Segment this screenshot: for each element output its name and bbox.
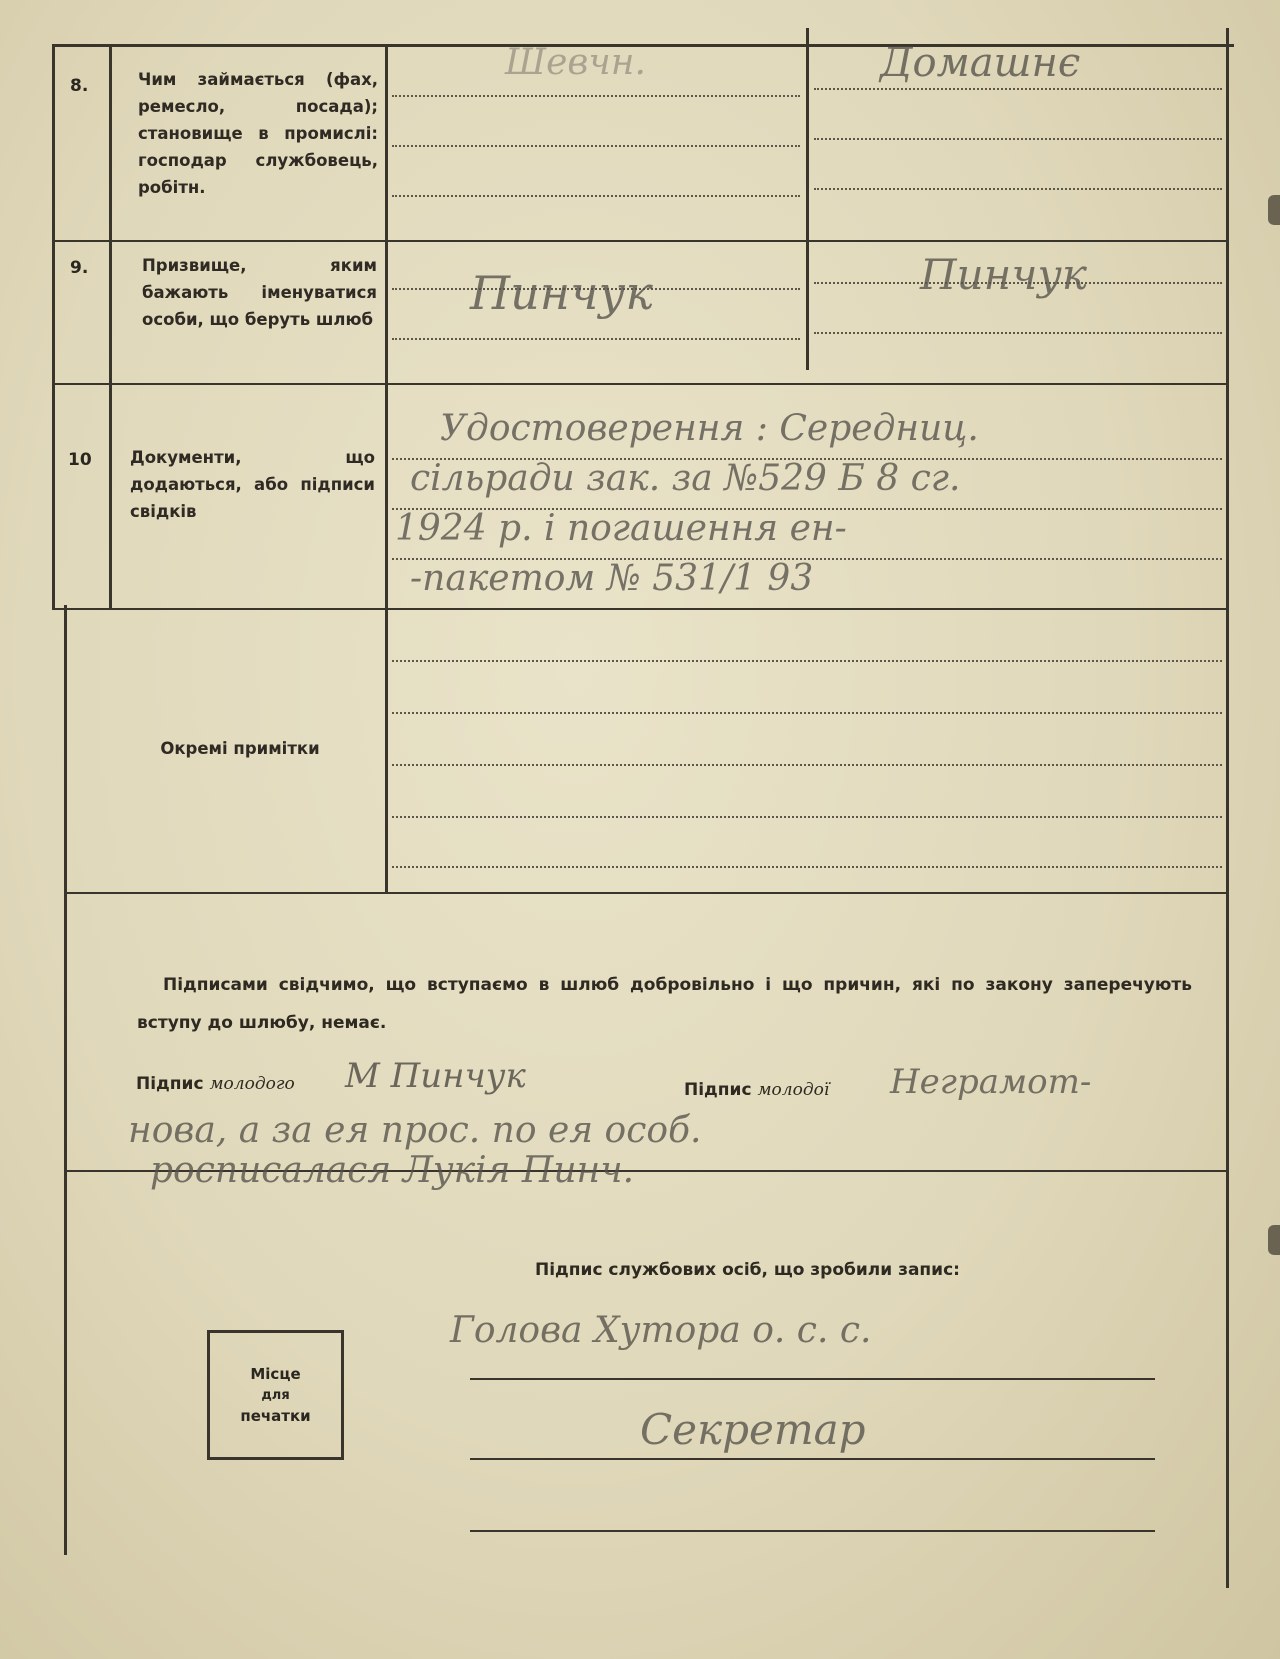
table-left-border-lower: [64, 605, 67, 1555]
row-9-bride-value: Пинчук: [920, 250, 1087, 299]
row-10-value-line-2: сільради зак. за №529 Б 8 сг.: [410, 458, 961, 499]
row-9-groom-value: Пинчук: [470, 266, 653, 320]
official-signature-2-line: [470, 1458, 1155, 1460]
row-10-bottom-border: [52, 608, 1228, 610]
row-9-number: 9.: [70, 258, 89, 278]
illiterate-note-line-1: нова, а за ея прос. по ея особ.: [128, 1110, 702, 1151]
official-signature-1: Голова Хутора о. с. с.: [450, 1310, 872, 1351]
officials-label: Підпис службових осіб, що зробили запис:: [535, 1260, 960, 1280]
writing-line: [392, 195, 800, 197]
stamp-label-line-1: Місце: [250, 1364, 301, 1383]
number-column-divider: [109, 44, 112, 609]
bride-signature-label-prefix: Підпис: [684, 1080, 752, 1100]
writing-line: [392, 95, 800, 97]
table-right-border: [1226, 28, 1229, 1588]
writing-line: [392, 816, 1222, 818]
official-signature-1-line: [470, 1378, 1155, 1380]
bride-signature: Неграмот-: [890, 1062, 1092, 1102]
official-signature-3-line: [470, 1530, 1155, 1532]
table-left-border: [52, 44, 55, 609]
row-8-groom-value: Шевчн.: [505, 42, 646, 83]
row-10-number: 10: [68, 450, 92, 470]
official-signature-2: Секретар: [640, 1405, 866, 1454]
notes-bottom-border: [64, 892, 1228, 894]
bride-signature-label: [684, 1080, 829, 1100]
row-8-bottom-border: [52, 240, 1228, 242]
writing-line: [814, 138, 1222, 140]
writing-line: [392, 660, 1222, 662]
binding-hole: [1268, 195, 1280, 225]
row-8-number: 8.: [70, 76, 89, 96]
label-column-divider: [385, 44, 388, 894]
groom-signature-label: [136, 1074, 295, 1094]
writing-line: [392, 712, 1222, 714]
notes-label: Окремі примітки: [160, 739, 320, 758]
row-8-bride-value: Домашнє: [880, 40, 1081, 86]
row-10-value-line-1: Удостоверення : Середниц.: [440, 408, 979, 449]
writing-line: [392, 764, 1222, 766]
bride-signature-label-word: молодої: [757, 1080, 830, 1100]
writing-line: [814, 88, 1222, 90]
binding-hole: [1268, 1225, 1280, 1255]
stamp-label-line-2: для: [261, 1387, 290, 1403]
groom-signature-label-prefix: Підпис: [136, 1074, 204, 1094]
groom-signature-label-word: молодого: [209, 1074, 295, 1094]
illiterate-note-line-2: росписалася Лукія Пинч.: [150, 1150, 635, 1191]
stamp-label-line-3: печатки: [240, 1406, 311, 1425]
writing-line: [392, 338, 800, 340]
writing-line: [814, 332, 1222, 334]
writing-line: [814, 188, 1222, 190]
row-9-bottom-border: [52, 383, 1228, 385]
row-10-value-line-4: -пакетом № 531/1 93: [410, 558, 814, 599]
row-8-label: Чим займається (фах, ремесло, посада); становище в промислі: господар службовець, робітн.: [138, 70, 378, 197]
stamp-place-box: [207, 1330, 344, 1460]
writing-line: [392, 866, 1222, 868]
row-10-label: Документи, що додаються, або підписи свідків: [130, 448, 375, 521]
declaration-text: Підписами свідчимо, що вступаємо в шлюб добровільно і що причин, які по закону заперечують вступу до шлюбу, немає.: [137, 975, 1192, 1033]
writing-line: [392, 145, 800, 147]
row-10-value-line-3: 1924 р. і погашення ен-: [395, 508, 847, 549]
groom-bride-divider: [806, 28, 809, 370]
row-9-label: Призвище, яким бажають іменуватися особи, що беруть шлюб: [142, 256, 377, 329]
groom-signature: М Пинчук: [345, 1056, 526, 1096]
